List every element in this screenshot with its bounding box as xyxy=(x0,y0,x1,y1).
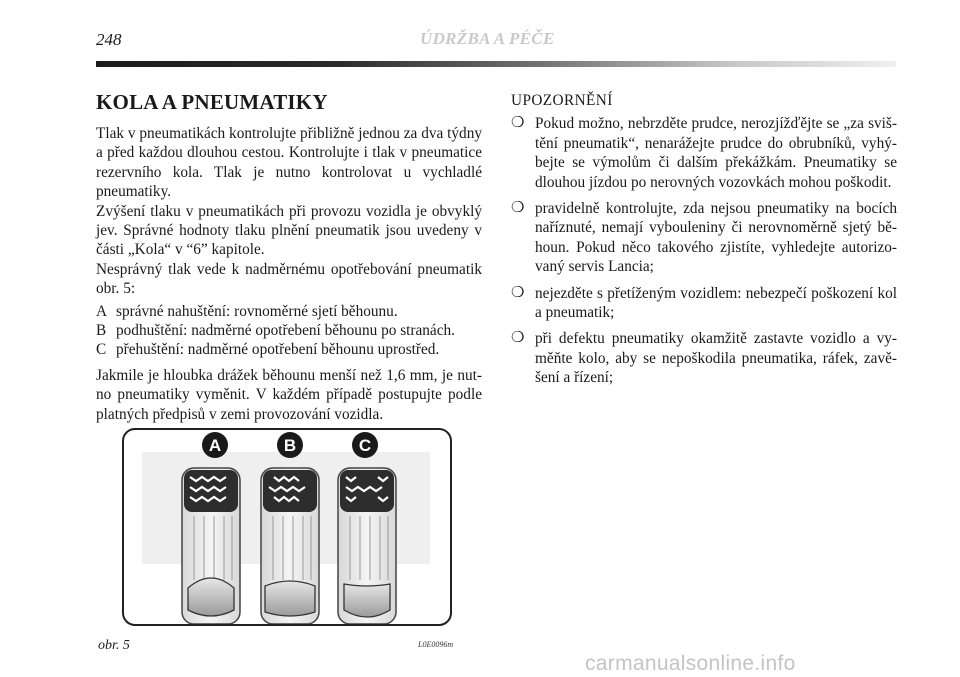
tire-label-c: C xyxy=(358,436,372,455)
list-letter: A xyxy=(96,302,108,320)
watermark: carmanualsonline.info xyxy=(585,652,796,675)
list-text: správné nahuštění: rovnoměrné sjetí běhounu. xyxy=(116,302,398,320)
warning-title: UPOZORNĚNÍ xyxy=(511,92,613,109)
page-number: 248 xyxy=(96,30,122,49)
tire-label-b: B xyxy=(283,436,297,455)
inflation-list xyxy=(96,302,482,360)
list-letter: C xyxy=(96,341,107,359)
list-letter: B xyxy=(96,322,107,340)
circle-bullet-icon: ❍ xyxy=(511,200,525,217)
tire-label-a: A xyxy=(208,436,222,455)
list-text: podhuštění: nadměrné opotřebení běhounu po stranách. xyxy=(116,322,455,340)
figure-caption: obr. 5 xyxy=(98,638,130,653)
circle-bullet-icon: ❍ xyxy=(511,284,525,301)
warning-text: pravidelně kontrolujte, zda nejsou pneumatiky na bocích naříznuté, nemají vybouleniny či nerovnoměrně sjetý běhoun. Pokud něco takového zjistíte, vyhledejte autorizovaný servis Lancia; xyxy=(535,200,897,276)
running-head: ÚDRŽBA A PÉČE xyxy=(420,29,555,48)
figure-code: L0E0096m xyxy=(418,640,454,649)
warning-text: Pokud možno, nebrzděte prudce, nerozjížďějte se „za svištění pneumatik“, nenarážejte prudce do obrubníků, vyhýbejte se výmolům či dalším překážkám. Pneumatiky se dlouhou jízdou po nerovných vozovkách mohou poškodit. xyxy=(535,115,897,191)
paragraph-tread-depth: Jakmile je hloubka drážek běhounu menší než 1,6 mm, je nutno pneumatiky vyměnit. V každém případě postupujte podle platných předpisů v zemi provozování vozidla. xyxy=(96,366,482,423)
warning-item xyxy=(511,114,897,192)
warning-item xyxy=(511,199,897,277)
warning-item xyxy=(511,284,897,323)
section-title: KOLA A PNEUMATIKY xyxy=(96,90,328,114)
circle-bullet-icon: ❍ xyxy=(511,115,525,132)
list-item xyxy=(96,340,482,359)
tire-wear-figure xyxy=(122,428,452,626)
paragraph-pressure-increase: Zvýšení tlaku v pneumatikách při provozu vozidla je obvyklý jev. Správné hodnoty tlaku plnění pneumatik jsou uvedeny v části „Kola“ v “6” kapitole. xyxy=(96,202,482,259)
left-column xyxy=(96,124,482,424)
list-item xyxy=(96,302,482,321)
paragraph-pressure-check: Tlak v pneumatikách kontrolujte přibližně jednou za dva týdny a před každou dlouhou cestou. Kontrolujte i tlak v pneumatice rezervního kola. Tlak je nutno kontrolovat u vychladlé pneumatiky. xyxy=(96,125,482,201)
warning-item xyxy=(511,329,897,387)
warning-column xyxy=(511,91,897,395)
warning-text: nejezděte s přetíženým vozidlem: nebezpečí poškození kol a pneumatik; xyxy=(535,284,897,322)
list-text: přehuštění: nadměrné opotřebení běhounu uprostřed. xyxy=(116,341,440,359)
list-item xyxy=(96,321,482,340)
header-rule xyxy=(96,61,896,67)
warning-text: při defektu pneumatiky okamžitě zastavte vozidlo a vyměňte kolo, aby se nepoškodila pneumatika, ráfek, zavěšení a řízení; xyxy=(535,330,897,387)
paragraph-incorrect-pressure: Nesprávný tlak vede k nadměrnému opotřebování pneumatik obr. 5: xyxy=(96,260,482,298)
circle-bullet-icon: ❍ xyxy=(511,330,525,347)
